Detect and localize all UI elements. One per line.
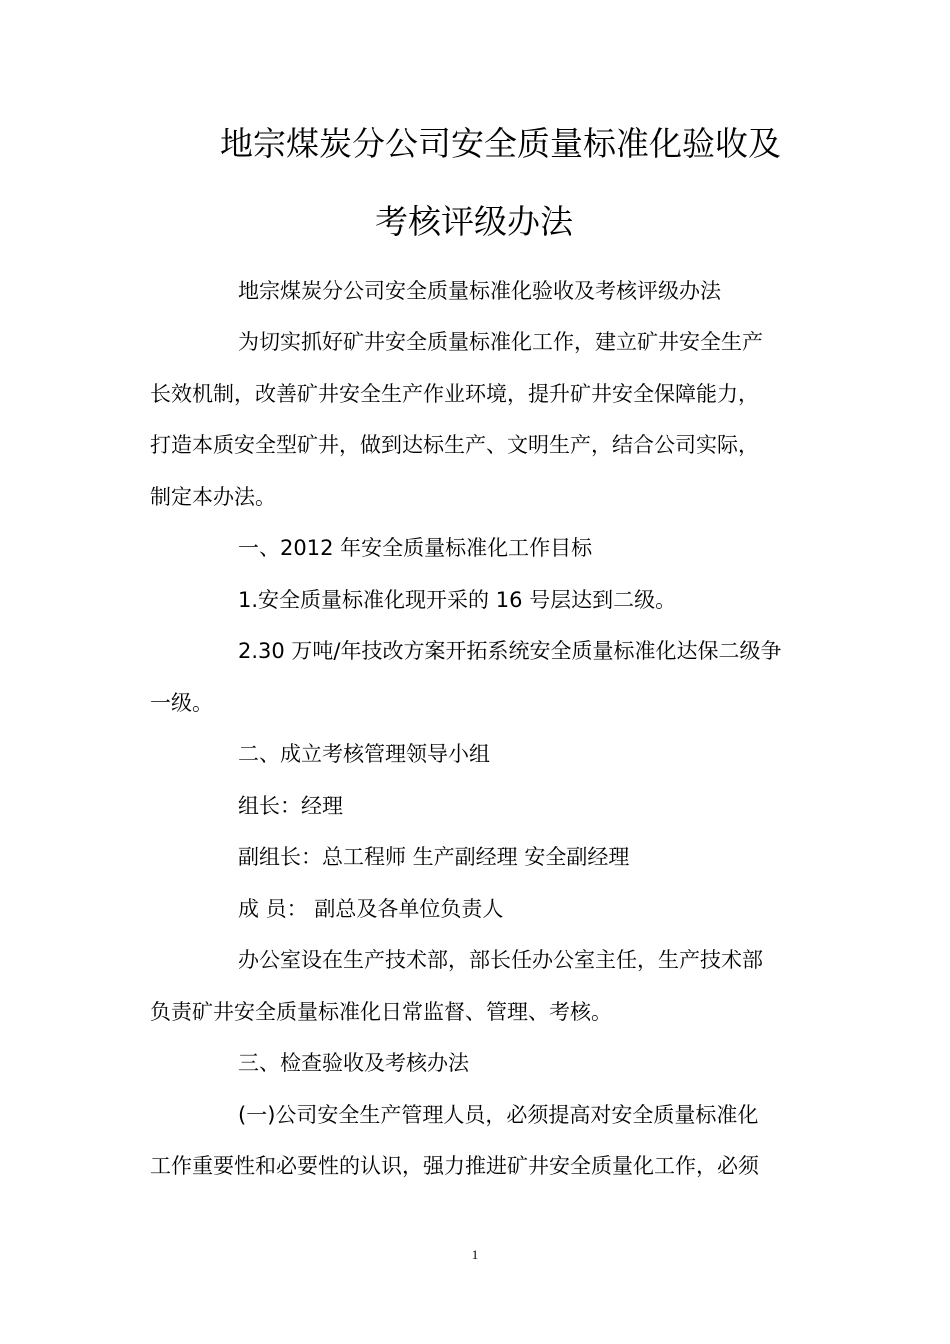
intro-line-3: 打造本质安全型矿井，做到达标生产、文明生产，结合公司实际， — [150, 433, 759, 457]
deputy-leader-line: 副组长：总工程师 生产副经理 安全副经理 — [238, 845, 630, 869]
section-2-heading: 二、成立考核管理领导小组 — [238, 742, 490, 766]
section-1-heading: 一、2012 年安全质量标准化工作目标 — [238, 536, 593, 560]
intro-line-2: 长效机制，改善矿井安全生产作业环境，提升矿井安全保障能力， — [150, 382, 759, 406]
item-1-line-2: 工作重要性和必要性的认识，强力推进矿井安全质量化工作，必须 — [150, 1154, 759, 1178]
members-line: 成 员： 副总及各单位负责人 — [238, 897, 504, 921]
document-title-line-1: 地宗煤炭分公司安全质量标准化验收及 — [220, 124, 781, 163]
goal-2-line-1: 2.30 万吨/年技改方案开拓系统安全质量标准化达保二级争 — [238, 639, 782, 663]
intro-line-4: 制定本办法。 — [150, 485, 276, 509]
document-title-line-2: 考核评级办法 — [375, 202, 573, 241]
goal-1: 1.安全质量标准化现开采的 16 号层达到二级。 — [238, 588, 677, 612]
intro-line-1: 为切实抓好矿井安全质量标准化工作，建立矿井安全生产 — [238, 330, 763, 354]
office-line-2: 负责矿井安全质量标准化日常监督、管理、考核。 — [150, 1000, 612, 1024]
leader-line: 组长：经理 — [238, 794, 343, 818]
goal-2-line-2: 一级。 — [150, 691, 213, 715]
page-number: 1 — [471, 1247, 479, 1262]
section-3-heading: 三、检查验收及考核办法 — [238, 1051, 469, 1075]
office-line-1: 办公室设在生产技术部，部长任办公室主任，生产技术部 — [238, 948, 763, 972]
document-subtitle: 地宗煤炭分公司安全质量标准化验收及考核评级办法 — [238, 279, 721, 303]
item-1-line-1: (一)公司安全生产管理人员，必须提高对安全质量标准化 — [238, 1103, 759, 1127]
